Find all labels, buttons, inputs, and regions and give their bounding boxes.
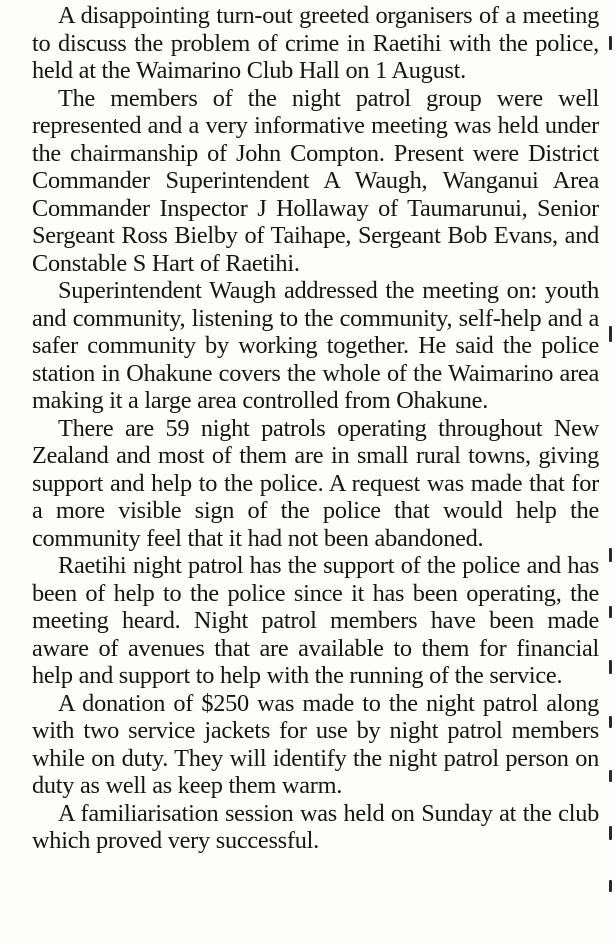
paragraph-6: A donation of $250 was made to the night patrol along with two service jackets for use by night patrol members while on duty. They will identify the night patrol person on duty as well as keep them warm. [32, 689, 599, 799]
scan-edge-mark [609, 548, 612, 562]
scan-edge-mark [609, 36, 612, 50]
scan-edge-mark [609, 660, 612, 674]
scan-edge-mark [609, 880, 612, 892]
paragraph-4: There are 59 night patrols operating throughout New Zealand and most of them are in small rural towns, giving support and help to the police. A request was made that for a more visible sign of the police that would help the community feel that it had not been abandoned. [32, 414, 599, 552]
paragraph-5: Raetihi night patrol has the support of the police and has been of help to the police since it has been operating, the meeting heard. Night patrol members have been made aware of avenues that are available to them for financial help and support to help with the running of the service. [32, 552, 599, 689]
paragraph-3: Superintendent Waugh addressed the meeting on: youth and community, listening to the community, self-help and a safer community by working together. He said the police station in Ohakune covers the whole of the Waimarino area making it a large area controlled from Ohakune. [32, 277, 599, 414]
article-body [32, 2, 599, 855]
paragraph-7: A familiarisation session was held on Sunday at the club which proved very successful. [32, 799, 599, 854]
scan-edge-mark [609, 716, 612, 728]
scan-edge-mark [609, 770, 612, 782]
scan-edge-mark [609, 826, 612, 840]
scan-edge-mark [609, 326, 612, 342]
paragraph-1: A disappointing turn-out greeted organisers of a meeting to discuss the problem of crime in Raetihi with the police, held at the Waimarino Club Hall on 1 August. [32, 2, 599, 84]
paragraph-2: The members of the night patrol group were well represented and a very informative meeting was held under the chairmanship of John Compton. Present were District Commander Superintendent A Waugh, Wanganui Area Commander Inspector J Hollaway of Taumarunui, Senior Sergeant Ross Bielby of Taihape, Sergeant Bob Evans, and Constable S Hart of Raetihi. [32, 84, 599, 277]
scan-edge-mark [609, 606, 612, 618]
